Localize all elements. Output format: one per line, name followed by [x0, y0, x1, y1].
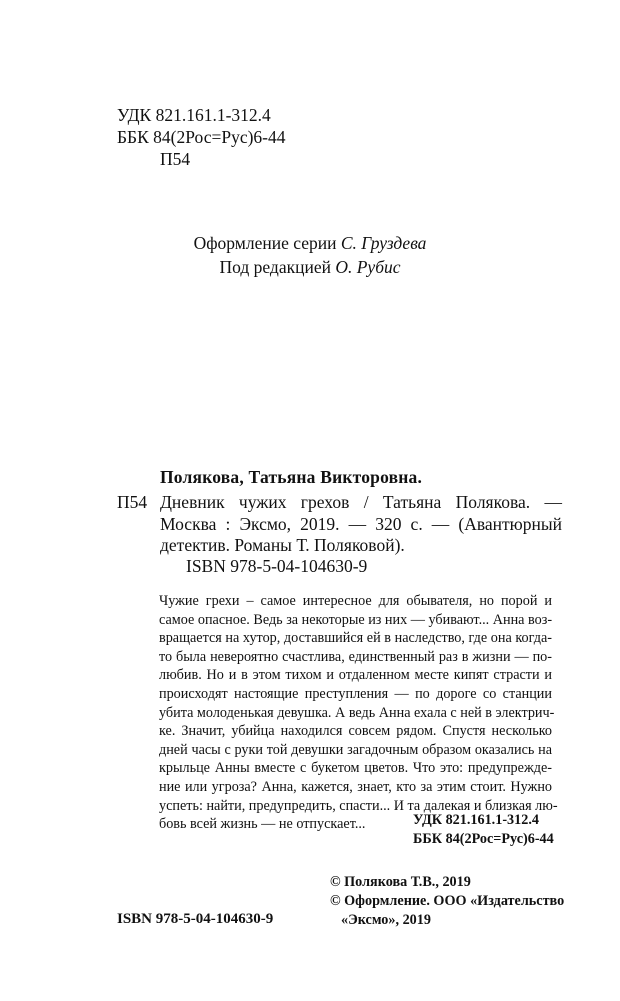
bottom-udk-code: УДК 821.161.1-312.4	[413, 812, 539, 828]
record-line: Дневник чужих грехов / Татьяна Полякова. —	[160, 492, 562, 512]
series-design-label: Оформление серии	[193, 233, 337, 253]
annotation-line: вращается на хутор, доставшийся ей в наследство, где она когда-	[159, 630, 552, 646]
copyright-design: © Оформление. ООО «Издательство	[330, 893, 565, 909]
record-author: Полякова, Татьяна Викторовна.	[160, 467, 423, 487]
record-code: П54	[117, 492, 148, 512]
annotation-line: то была невероятно счастлива, единственный раз в жизни — по-	[159, 649, 552, 665]
annotation-line: бовь всей жизнь — не отпускает...	[159, 816, 366, 832]
series-design-credit	[0, 233, 620, 254]
editor-name: О. Рубис	[335, 257, 401, 277]
editor-credit	[0, 257, 620, 278]
copyright-publisher: «Эксмо», 2019	[341, 912, 431, 928]
annotation-line: ние или угроза? Анна, кажется, знает, кто за этим стоит. Нужно	[159, 779, 552, 795]
annotation-line: успеть: найти, предупредить, спасти... И та далекая и близкая лю-	[159, 798, 558, 814]
record-isbn: ISBN 978-5-04-104630-9	[186, 556, 368, 576]
record-line: детектив. Романы Т. Поляковой).	[160, 535, 405, 555]
copyright-author: © Полякова Т.В., 2019	[330, 874, 471, 890]
bottom-bbk-code: ББК 84(2Рос=Рус)6-44	[413, 831, 554, 847]
annotation-line: крыльце Анны вместе с букетом цветов. Что это: предупрежде-	[159, 760, 552, 776]
bottom-isbn: ISBN 978-5-04-104630-9	[117, 911, 274, 927]
annotation-line: любив. Но и в этом тихом и отдаленном месте кипят страсти и	[159, 667, 552, 683]
annotation-line: дней часы с руки той девушки загадочным образом оказались на	[159, 742, 552, 758]
author-sign-code: П54	[160, 149, 191, 169]
record-line: Москва : Эксмо, 2019. — 320 с. — (Авантюрный	[160, 514, 562, 534]
bbk-code: ББК 84(2Рос=Рус)6-44	[117, 127, 286, 147]
annotation-line: самое опасное. Ведь за некоторые из них — убивают... Анна воз-	[159, 612, 553, 628]
udk-code: УДК 821.161.1-312.4	[117, 105, 271, 125]
annotation-line: происходят настоящие преступления — по дороге со станции	[159, 686, 552, 702]
annotation-line: убита молоденькая девушка. А ведь Анна ехала с ней в электрич-	[159, 705, 555, 721]
annotation-line: ке. Значит, убийца находился совсем рядом. Спустя несколько	[159, 723, 552, 739]
series-designer-name: С. Груздева	[340, 233, 427, 253]
editor-label: Под редакцией	[219, 257, 331, 277]
annotation-line: Чужие грехи – самое интересное для обывателя, но порой и	[159, 593, 552, 609]
